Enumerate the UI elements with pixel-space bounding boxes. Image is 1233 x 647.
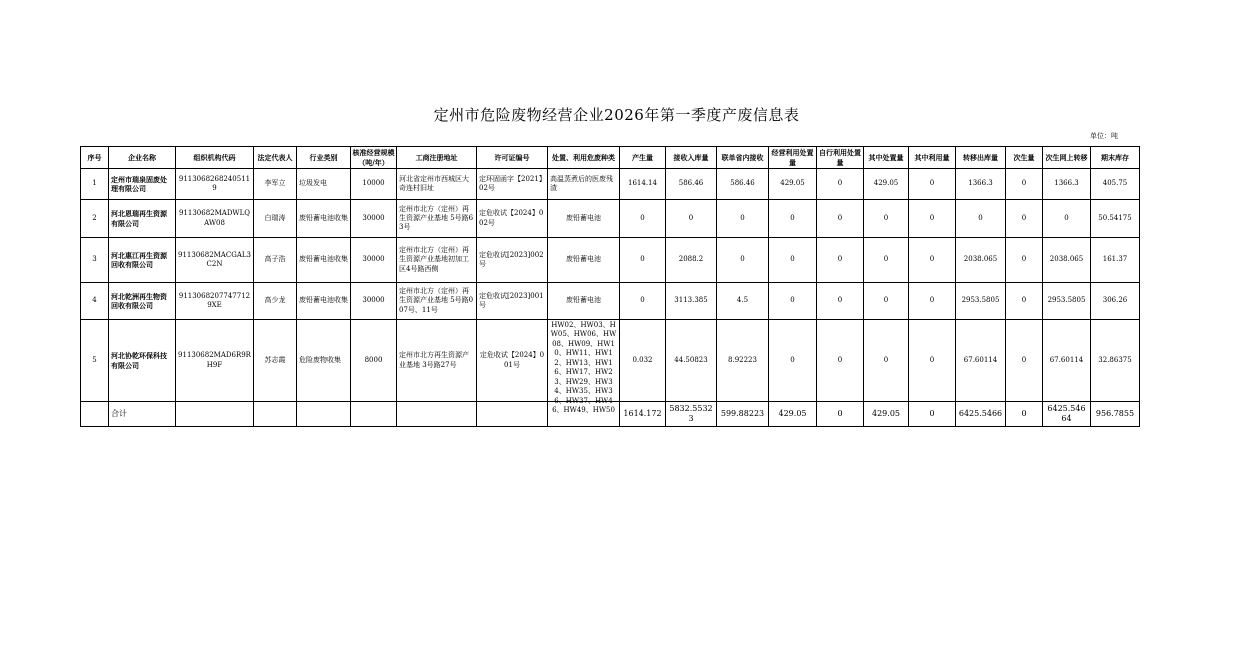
col-header: 企业名称 — [109, 147, 176, 169]
cell-manifest: 0 — [717, 200, 769, 238]
unit-label: 单位：吨 — [1090, 132, 1118, 140]
cell-waste-types: 废铅蓄电池 — [548, 238, 620, 283]
cell-utilization: 0 — [909, 320, 956, 402]
cell-self-disposal: 0 — [817, 238, 864, 283]
cell-received: 0 — [666, 200, 717, 238]
col-header: 接收入库量 — [666, 147, 717, 169]
cell-empty — [351, 402, 397, 427]
cell-legal-rep: 高子浩 — [254, 238, 297, 283]
cell-disposal: 0 — [864, 238, 909, 283]
col-header: 联单省内接收 — [717, 147, 769, 169]
cell-secondary: 0 — [1006, 200, 1043, 238]
cell-empty — [81, 402, 109, 427]
report-title: 定州市危险废物经营企业2026年第一季度产废信息表 — [433, 106, 800, 124]
cell-address: 定州市北方（定州）再生资源产业基地 5号路007号、11号 — [397, 283, 477, 320]
cell-ending-stock: 50.54175 — [1091, 200, 1140, 238]
cell-utilization: 0 — [909, 200, 956, 238]
col-header: 核准经营规模（吨/年） — [352, 148, 395, 167]
cell-biz-disposal: 429.05 — [769, 169, 817, 200]
cell-waste-types — [548, 320, 620, 414]
cell-company: 定州市瑞泉固废处理有限公司 — [109, 169, 176, 200]
cell-license: 定环固函字【2021】02号 — [477, 169, 548, 200]
cell-company: 河北恩瑞再生资源有限公司 — [109, 200, 176, 238]
cell-license: 定危收试[2023]001号 — [477, 283, 548, 320]
table-row — [81, 238, 1140, 283]
total-biz-disposal: 429.05 — [769, 402, 817, 427]
cell-scale: 30000 — [351, 283, 397, 320]
table-row — [81, 283, 1140, 320]
cell-self-disposal: 0 — [817, 169, 864, 200]
cell-ending-stock: 405.75 — [1091, 169, 1140, 200]
cell-received: 3113.385 — [666, 283, 717, 320]
cell-biz-disposal: 0 — [769, 320, 817, 402]
col-header: 期末库存 — [1091, 147, 1140, 169]
cell-scale: 30000 — [351, 238, 397, 283]
cell-secondary-transfer: 0 — [1043, 200, 1091, 238]
total-manifest: 599.88223 — [717, 402, 769, 427]
cell-no: 3 — [81, 238, 109, 283]
cell-secondary-transfer: 2953.5805 — [1043, 283, 1091, 320]
cell-produced: 1614.14 — [620, 169, 666, 200]
col-header: 次生网上转移 — [1043, 147, 1091, 169]
cell-license: 定危收试【2024】001号 — [477, 320, 548, 402]
cell-scale: 30000 — [351, 200, 397, 238]
col-header: 处置、利用危废种类 — [548, 147, 620, 169]
cell-legal-rep: 高少龙 — [254, 283, 297, 320]
cell-secondary-transfer: 2038.065 — [1043, 238, 1091, 283]
cell-address: 定州市北方再生资源产业基地 3号路27号 — [397, 320, 477, 402]
col-header: 序号 — [81, 147, 109, 169]
cell-industry: 废铅蓄电池收集 — [297, 238, 351, 283]
cell-produced: 0 — [620, 238, 666, 283]
cell-empty — [254, 402, 297, 427]
cell-secondary: 0 — [1006, 283, 1043, 320]
cell-manifest: 0 — [717, 238, 769, 283]
cell-secondary: 0 — [1006, 238, 1043, 283]
cell-secondary-transfer: 1366.3 — [1043, 169, 1091, 200]
cell-empty — [397, 402, 477, 427]
table-row — [81, 320, 1140, 402]
total-disposal: 429.05 — [864, 402, 909, 427]
cell-org-code: 91130682MADWLQAW08 — [176, 200, 254, 238]
cell-received: 586.46 — [666, 169, 717, 200]
col-header: 许可证编号 — [477, 147, 548, 169]
col-header: 行业类别 — [297, 147, 351, 169]
cell-transfer-out: 1366.3 — [956, 169, 1006, 200]
col-header: 自行利用处置量 — [817, 147, 864, 169]
cell-secondary-transfer: 67.60114 — [1043, 320, 1091, 402]
cell-biz-disposal: 0 — [769, 238, 817, 283]
total-secondary: 0 — [1006, 402, 1043, 427]
waste-codes-list: HW02、HW03、HW05、HW06、HW08、HW09、HW10、HW11、HW12、HW13、HW16、HW17、HW23、HW29、HW34、HW35、HW36、HW37、HW46、HW49、HW50 — [550, 321, 617, 414]
cell-industry: 危险废物收集 — [297, 320, 351, 402]
cell-utilization: 0 — [909, 169, 956, 200]
total-received: 5832.55323 — [666, 402, 717, 427]
cell-no: 4 — [81, 283, 109, 320]
cell-industry: 垃圾发电 — [297, 169, 351, 200]
table-row — [81, 200, 1140, 238]
cell-industry: 废铅蓄电池收集 — [297, 283, 351, 320]
cell-company: 河北惠江再生资源回收有限公司 — [109, 238, 176, 283]
cell-received: 2088.2 — [666, 238, 717, 283]
total-produced: 1614.172 — [620, 402, 666, 427]
col-header: 工商注册地址 — [397, 147, 477, 169]
col-header: 组织机构代码 — [176, 147, 254, 169]
cell-secondary: 0 — [1006, 169, 1043, 200]
cell-company: 河北乾洲再生物资回收有限公司 — [109, 283, 176, 320]
cell-self-disposal: 0 — [817, 320, 864, 402]
cell-transfer-out: 67.60114 — [956, 320, 1006, 402]
cell-empty — [477, 402, 548, 427]
cell-address: 河北省定州市西城区大奇连村旧址 — [397, 169, 477, 200]
cell-biz-disposal: 0 — [769, 200, 817, 238]
cell-secondary: 0 — [1006, 320, 1043, 402]
table-row — [81, 169, 1140, 200]
cell-self-disposal: 0 — [817, 200, 864, 238]
cell-utilization: 0 — [909, 283, 956, 320]
cell-empty — [176, 402, 254, 427]
total-transfer-out: 6425.5466 — [956, 402, 1006, 427]
header-row — [81, 147, 1140, 169]
cell-transfer-out: 2038.065 — [956, 238, 1006, 283]
cell-transfer-out: 0 — [956, 200, 1006, 238]
cell-license: 定危收试【2024】002号 — [477, 200, 548, 238]
cell-empty — [297, 402, 351, 427]
waste-report-table — [80, 146, 1140, 427]
cell-disposal: 0 — [864, 200, 909, 238]
cell-industry: 废铅蓄电池收集 — [297, 200, 351, 238]
cell-produced: 0.032 — [620, 320, 666, 402]
col-header: 转移出库量 — [956, 147, 1006, 169]
cell-waste-types: 高温蒸煮后的医废残渣 — [548, 169, 620, 200]
cell-produced: 0 — [620, 283, 666, 320]
cell-scale: 10000 — [351, 169, 397, 200]
cell-utilization: 0 — [909, 238, 956, 283]
cell-ending-stock: 161.37 — [1091, 238, 1140, 283]
cell-no: 5 — [81, 320, 109, 402]
col-header: 经营利用处置量 — [769, 147, 817, 169]
cell-legal-rep: 白瑞涛 — [254, 200, 297, 238]
cell-scale: 8000 — [351, 320, 397, 402]
total-utilization: 0 — [909, 402, 956, 427]
cell-legal-rep: 李军立 — [254, 169, 297, 200]
cell-manifest: 586.46 — [717, 169, 769, 200]
cell-manifest: 8.92223 — [717, 320, 769, 402]
cell-produced: 0 — [620, 200, 666, 238]
cell-no: 2 — [81, 200, 109, 238]
cell-self-disposal: 0 — [817, 283, 864, 320]
cell-disposal: 0 — [864, 283, 909, 320]
col-header: 其中处置量 — [864, 147, 909, 169]
cell-transfer-out: 2953.5805 — [956, 283, 1006, 320]
cell-license: 定危收试[2023]002号 — [477, 238, 548, 283]
col-header: 法定代表人 — [254, 147, 297, 169]
cell-address: 定州市北方（定州）再生资源产业基地初加工区4号路西侧 — [397, 238, 477, 283]
col-header: 次生量 — [1006, 147, 1043, 169]
total-label: 合计 — [109, 402, 176, 427]
col-header: 其中利用量 — [909, 147, 956, 169]
cell-org-code: 91130682077477129XE — [176, 283, 254, 320]
cell-received: 44.50823 — [666, 320, 717, 402]
cell-org-code: 91130682MACGAL3C2N — [176, 238, 254, 283]
cell-address: 定州市北方（定州）再生资源产业基地 5号路63号 — [397, 200, 477, 238]
cell-ending-stock: 306.26 — [1091, 283, 1140, 320]
cell-org-code: 91130682MAD6R9RH9F — [176, 320, 254, 402]
total-secondary-transfer: 6425.54664 — [1043, 402, 1091, 427]
cell-disposal: 429.05 — [864, 169, 909, 200]
cell-org-code: 91130682682405119 — [176, 169, 254, 200]
cell-no: 1 — [81, 169, 109, 200]
cell-manifest: 4.5 — [717, 283, 769, 320]
total-self-disposal: 0 — [817, 402, 864, 427]
cell-ending-stock: 32.86375 — [1091, 320, 1140, 402]
cell-legal-rep: 苏志霞 — [254, 320, 297, 402]
cell-waste-types: 废铅蓄电池 — [548, 283, 620, 320]
cell-company: 河北协乾环保科技有限公司 — [109, 320, 176, 402]
cell-waste-types: 废铅蓄电池 — [548, 200, 620, 238]
cell-disposal: 0 — [864, 320, 909, 402]
col-header: 产生量 — [620, 147, 666, 169]
total-ending-stock: 956.7855 — [1091, 402, 1140, 427]
cell-biz-disposal: 0 — [769, 283, 817, 320]
